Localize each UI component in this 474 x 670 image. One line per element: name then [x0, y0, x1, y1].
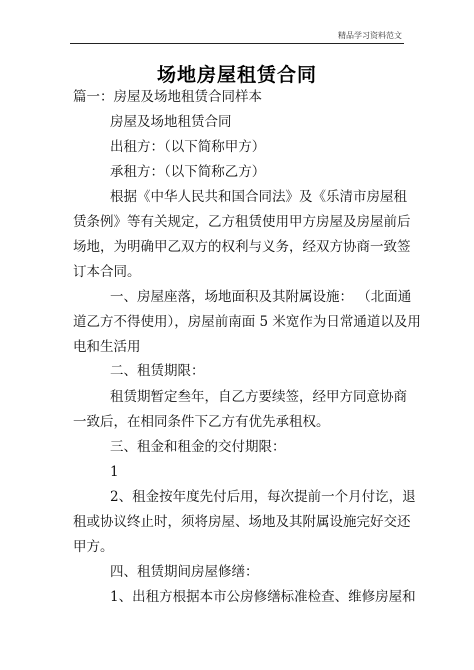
paragraph-line: 房屋及场地租赁合同 — [110, 114, 232, 130]
paragraph-line: 场地，为明确甲乙双方的权利与义务，经双方协商一致签 — [73, 239, 411, 255]
header-divider — [70, 43, 404, 44]
paragraph-line: 一、房屋座落，场地面积及其附属设施： （北面通 — [110, 289, 412, 305]
paragraph-line: 一致后，在相同条件下乙方有优先承租权。 — [73, 414, 330, 430]
paragraph-line: 1、出租方根据本市公房修缮标准检查、维修房屋和 — [110, 589, 416, 605]
paragraph-line: 二、租赁期限： — [110, 363, 205, 379]
paragraph-line: 四、租赁期间房屋修缮： — [110, 564, 259, 580]
paragraph-line: 甲方。 — [73, 539, 114, 555]
paragraph-line: 承租方：（以下简称乙方） — [110, 164, 266, 180]
paragraph-line: 订本合同。 — [73, 264, 141, 280]
section-heading: 篇一：房屋及场地租赁合同样本 — [73, 89, 262, 105]
paragraph-line: 2、租金按年度先付后用，每次提前一个月付讫，退 — [110, 489, 416, 505]
paragraph-line: 根据《中华人民共和国合同法》及《乐清市房屋租 — [110, 189, 407, 205]
paragraph-line: 三、租金和租金的交付期限： — [110, 439, 286, 455]
paragraph-line: 出租方：（以下简称甲方） — [110, 139, 266, 155]
paragraph-line: 电和生活用 — [73, 339, 141, 355]
paragraph-line: 租赁期暂定叁年，自乙方要续签，经甲方同意协商 — [110, 389, 407, 405]
paragraph-line: 租或协议终止时，须将房屋、场地及其附属设施完好交还 — [73, 514, 411, 530]
paragraph-line: 道乙方不得使用），房屋前南面 5 米宽作为日常通道以及用 — [73, 314, 421, 330]
paragraph-line: 1 — [110, 464, 119, 480]
paragraph-line: 赁条例》等有关规定，乙方租赁使用甲方房屋及房屋前后 — [73, 214, 411, 230]
header-tag: 精品学习资料范文 — [338, 31, 402, 40]
document-title: 场地房屋租赁合同 — [156, 64, 317, 86]
